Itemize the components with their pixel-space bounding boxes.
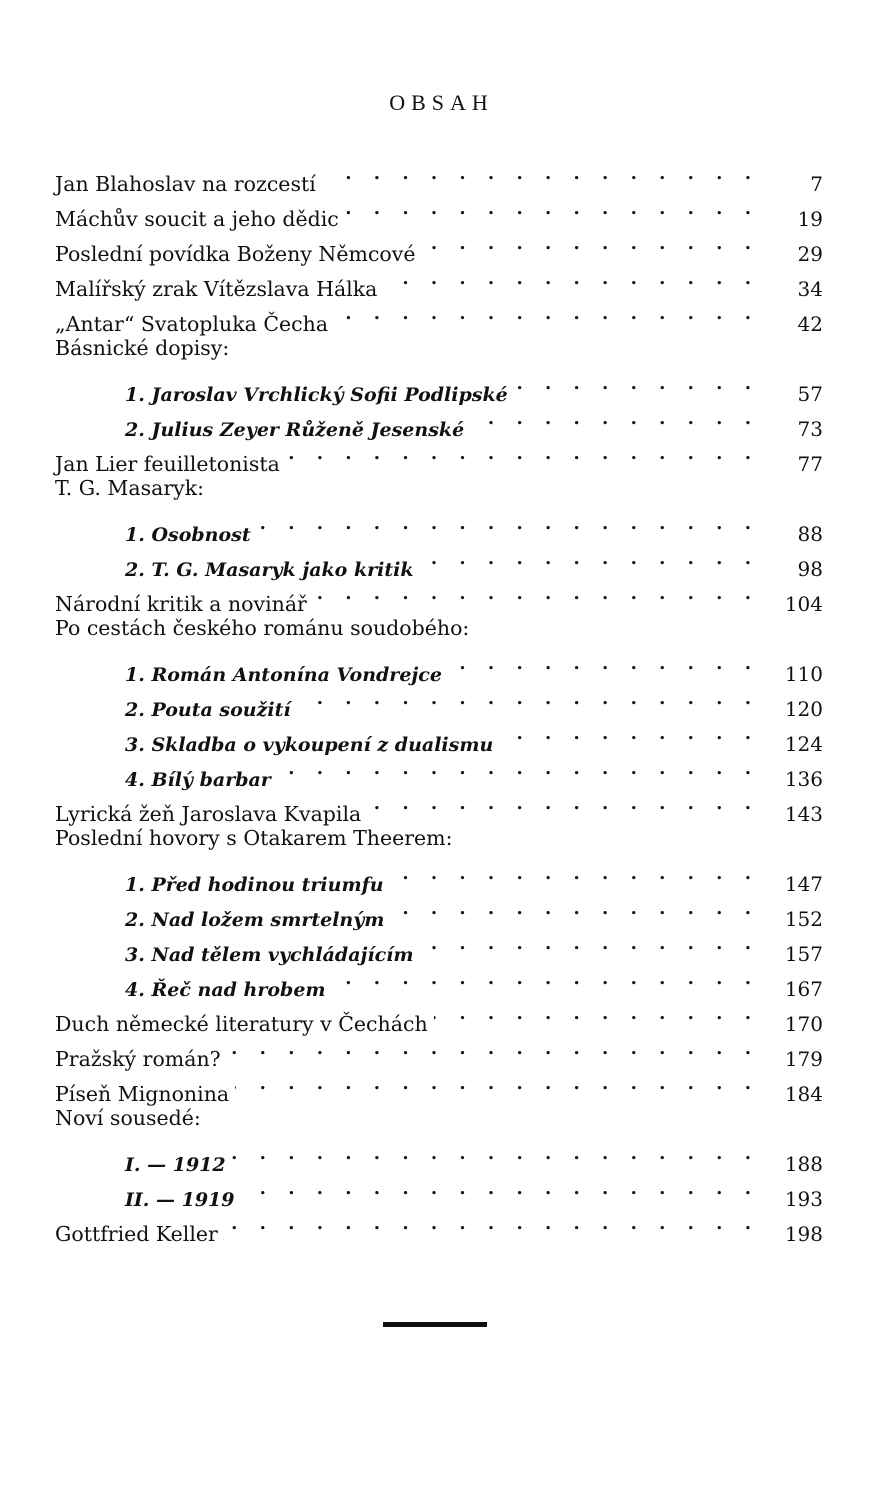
dot-leader	[241, 1171, 759, 1206]
end-rule-divider	[383, 1322, 487, 1327]
toc-entry	[55, 646, 823, 686]
toc-section-heading	[55, 611, 823, 646]
toc-entry	[55, 366, 823, 406]
toc-entry-title: Pražský román?	[55, 1047, 221, 1071]
dot-leader	[334, 296, 759, 331]
toc-entry-title: 1. Román Antonína Vondrejce	[125, 664, 442, 686]
toc-entry-title: Gottfried Keller	[55, 1222, 218, 1246]
dot-leader	[322, 156, 759, 191]
toc-entry-page-number: 167	[784, 977, 823, 1001]
toc-entry-title: 1. Osobnost	[125, 524, 251, 546]
toc-entry-page-number: 198	[784, 1222, 823, 1246]
toc-entry-page-number: 152	[784, 907, 823, 931]
toc-entry-title: 2. Nad ložem smrtelným	[125, 909, 385, 931]
dot-leader	[313, 576, 759, 611]
toc-entry-title: „Antar“ Svatopluka Čecha	[55, 312, 329, 336]
dot-leader	[383, 261, 759, 296]
toc-entry-page-number: 147	[784, 872, 823, 896]
toc-entry-title: Noví sousedé:	[55, 1106, 201, 1130]
toc-entry-title: II. — 1919	[125, 1189, 235, 1211]
toc-entry-page-number: 19	[797, 207, 823, 231]
toc-entry-title: 1. Před hodinou triumfu	[125, 874, 384, 896]
toc-entry	[55, 156, 823, 196]
dot-leader	[470, 401, 759, 436]
toc-entry-title: 3. Nad tělem vychládajícím	[125, 944, 414, 966]
toc-entry-page-number: 136	[784, 767, 823, 791]
toc-entry-page-number: 57	[797, 382, 823, 406]
toc-entry-page-number: 170	[784, 1012, 823, 1036]
dot-leader	[227, 1031, 759, 1066]
toc-entry	[55, 506, 823, 546]
toc-entry-page-number: 34	[797, 277, 823, 301]
dot-leader	[232, 1136, 759, 1171]
toc-entry-title: 4. Bílý barbar	[125, 769, 271, 791]
toc-entry-page-number: 42	[797, 312, 823, 336]
toc-entry-title: 3. Skladba o vykoupení z dualismu	[125, 734, 494, 756]
toc-entry-page-number: 157	[784, 942, 823, 966]
dot-leader	[448, 646, 759, 681]
dot-leader	[286, 436, 759, 471]
toc-section-heading	[55, 471, 823, 506]
toc-entry-page-number: 77	[797, 452, 823, 476]
toc-section-heading	[55, 1101, 823, 1136]
toc-entry-title: Poslední povídka Boženy Němcové	[55, 242, 416, 266]
toc-entry-title: Básnické dopisy:	[55, 336, 230, 360]
dot-leader	[235, 1066, 759, 1101]
toc-entry-title: Poslední hovory s Otakarem Theerem:	[55, 826, 453, 850]
toc-entry	[55, 1136, 823, 1176]
toc-entry-title: Máchův soucit a jeho dědic	[55, 207, 339, 231]
page-title: OBSAH	[389, 90, 494, 115]
toc-entry-page-number: 7	[810, 172, 823, 196]
dot-leader	[345, 191, 759, 226]
dot-leader	[421, 226, 759, 261]
dot-leader	[332, 961, 759, 996]
toc-entry-page-number: 73	[797, 417, 823, 441]
dot-leader	[277, 751, 759, 786]
dot-leader	[420, 541, 759, 576]
dot-leader	[514, 366, 759, 401]
toc-entry-title: Duch německé literatury v Čechách	[55, 1012, 428, 1036]
toc-entry-title: Národní kritik a novinář	[55, 592, 307, 616]
toc-entry-title: 2. Pouta soužití	[125, 699, 291, 721]
toc-entry-page-number: 143	[784, 802, 823, 826]
toc-entry	[55, 856, 823, 896]
table-of-contents	[55, 156, 823, 1246]
toc-entry-title: 2. Julius Zeyer Růženě Jesenské	[125, 419, 465, 441]
toc-entry-page-number: 88	[797, 522, 823, 546]
toc-section-heading	[55, 331, 823, 366]
toc-entry-title: 1. Jaroslav Vrchlický Sofii Podlipské	[125, 384, 508, 406]
dot-leader	[434, 996, 759, 1031]
dot-leader	[367, 786, 759, 821]
toc-entry-page-number: 193	[784, 1187, 823, 1211]
dot-leader	[499, 716, 759, 751]
toc-entry-title: Píseň Mignonina	[55, 1082, 230, 1106]
toc-section-heading	[55, 821, 823, 856]
toc-entry-title: T. G. Masaryk:	[55, 476, 205, 500]
toc-entry-page-number: 98	[797, 557, 823, 581]
dot-leader	[257, 506, 759, 541]
toc-entry-page-number: 184	[784, 1082, 823, 1106]
toc-entry-title: Lyrická žeň Jaroslava Kvapila	[55, 802, 362, 826]
toc-entry-title: Po cestách českého románu soudobého:	[55, 616, 470, 640]
toc-entry-title: Malířský zrak Vítězslava Hálka	[55, 277, 378, 301]
toc-entry-title: Jan Lier feuilletonista	[55, 452, 280, 476]
toc-entry-page-number: 104	[784, 592, 823, 616]
toc-entry-title: 4. Řeč nad hrobem	[125, 979, 326, 1001]
toc-entry-page-number: 188	[784, 1152, 823, 1176]
toc-entry-page-number: 124	[784, 732, 823, 756]
dot-leader	[224, 1206, 759, 1241]
dot-leader	[390, 856, 759, 891]
dot-leader	[297, 681, 759, 716]
dot-leader	[420, 926, 760, 961]
dot-leader	[390, 891, 759, 926]
toc-entry-page-number: 179	[784, 1047, 823, 1071]
toc-entry-page-number: 120	[784, 697, 823, 721]
toc-entry-page-number: 29	[797, 242, 823, 266]
toc-entry-page-number: 110	[784, 662, 823, 686]
toc-entry-title: Jan Blahoslav na rozcestí	[55, 172, 316, 196]
toc-entry-title: I. — 1912	[125, 1154, 226, 1176]
toc-entry-title: 2. T. G. Masaryk jako kritik	[125, 559, 414, 581]
